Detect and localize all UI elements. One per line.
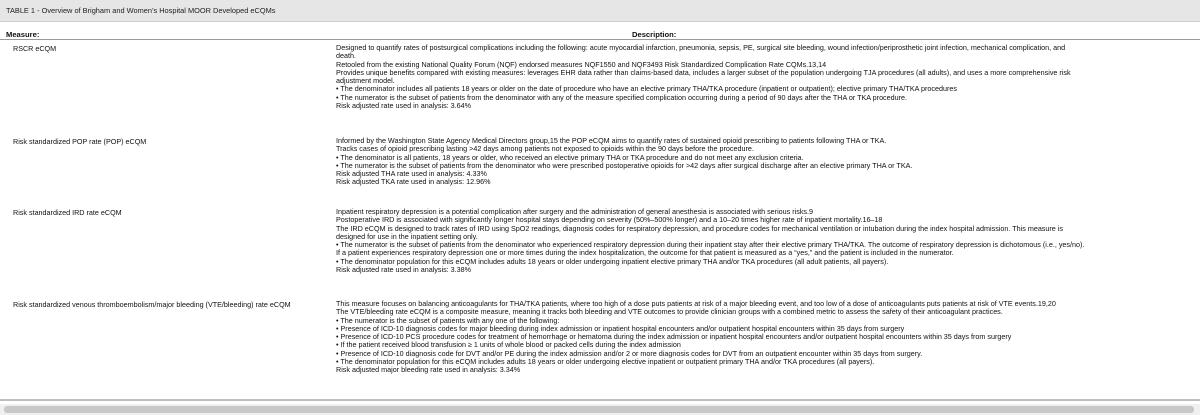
description-line: Informed by the Washington State Agency Medical Directors group,15 the POP eCQM aims to quantify rates of sustained opioid prescribing to patients following THA or TKA. [336,137,887,145]
header-divider [0,39,1200,40]
description-line: • Presence of ICD-10 diagnosis codes for major bleeding during index admission or inpatient hospital encounters and/or outpatient hospital encounters within 35 days from surgery [336,324,905,333]
description-line: Provides unique benefits compared with existing measures: leverages EHR data rather than claims-based data, includes a larger subset of the population undergoing TJA procedures (all adults), and uses a more comprehensive risk [336,68,1071,77]
description-line: adjustment model. [336,77,395,86]
description-line: Risk adjusted major bleeding rate used in analysis: 3.34% [336,366,521,375]
measure-name-pop: Risk standardized POP rate (POP) eCQM [13,137,147,146]
description-line: Postoperative IRD is associated with significantly longer hospital stays depending on severity (50%–500% longer) and a 10–20 times higher rate of inpatient mortality.16–18 [336,216,883,225]
description-line: • If the patient received blood transfusion ≥ 1 units of whole blood or packed cells during the index admission [336,341,681,350]
description-pop [336,137,1194,187]
description-line: • The numerator is the subset of patients from the denominator who experienced respiratory depression during their inpatient stay after their elective primary THA/TKA. The outcome of respiratory depression is dichotomous (i.e., yes/no). [336,241,1085,250]
description-line: Designed to quantify rates of postsurgical complications including the following: acute myocardial infarction, pneumonia, sepsis, PE, surgical site bleeding, wound infection/periprosthetic joint infection, mechanical complication, and [336,44,1066,52]
description-column-header: Description: [632,30,677,39]
description-line: death. [336,52,356,61]
table-bottom-rule [0,399,1200,401]
description-line: • The denominator includes all patients 18 years or older on the date of procedure who have an elective primary THA/TKA procedure (inpatient or outpatient); elective primary THA/TKA procedures [336,85,957,94]
description-line: • The numerator is the subset of patients from the denominator with any of the measure specified complication occurring during a period of 90 days after the THA or TKA procedure. [336,93,908,102]
description-ird [336,208,1194,274]
table-caption: TABLE 1 - Overview of Brigham and Women’s Hospital MOOR Developed eCQMs [6,6,276,15]
description-line: This measure focuses on balancing anticoagulants for THA/TKA patients, where too high of a dose puts patients at risk of a major bleeding event, and too low of a dose of anticoagulants puts patients at risk of VTE events.19,20 [336,300,1056,308]
table-caption-bar [0,0,1200,22]
description-line: Retooled from the existing National Quality Forum (NQF) endorsed measures NQF1550 and NQF3493 Risk Standardized Complication Rate CQMs.13,14 [336,60,827,69]
measure-name-rscr: RSCR eCQM [13,44,57,53]
description-line: • The numerator is the subset of patients with any one of the following: [336,316,560,325]
description-line: • The numerator is the subset of patients from the denominator who were prescribed postoperative opioids for >42 days after surgical discharge after an elective primary THA or TKA. [336,161,913,170]
description-vte-bleeding [336,300,1194,375]
description-line: The VTE/bleeding rate eCQM is a composite measure, meaning it tracks both bleeding and VTE outcomes to provide clinician groups with a combined metric to assess the safety of their anticoagulant practices. [336,308,1003,317]
description-line: designed for use in the inpatient setting only. [336,232,478,241]
description-line: Tracks cases of opioid prescribing lasting >42 days among patients not exposed to opioids within the 90 days before the procedure. [336,145,754,154]
description-line: Inpatient respiratory depression is a potential complication after surgery and the administration of general anesthesia is associated with serious risks.9 [336,208,814,216]
description-line: • Presence of ICD-10 PCS procedure codes for treatment of hemorrhage or hematoma during the index admission or inpatient hospital encounters and/or outpatient hospital encounters within 35 days from surgery [336,333,1012,342]
description-line: • The denominator population for this eCQM includes adults 18 years or older undergoing elective inpatient or outpatient primary THA and/or TKA procedures (all payers). [336,358,875,367]
scrollbar-thumb[interactable] [4,406,1194,413]
description-line: Risk adjusted rate used in analysis: 3.64% [336,102,472,111]
description-line: If a patient experiences respiratory depression one or more times during the index hospitalization, the outcome for that patient is measured as a “yes,” and the patient is included in the numerator. [336,249,954,258]
measure-name-ird: Risk standardized IRD rate eCQM [13,208,122,217]
horizontal-scrollbar[interactable] [0,404,1200,415]
description-line: • Presence of ICD-10 diagnosis code for DVT and/or PE during the index admission and/or 2 or more diagnosis codes for DVT from an outpatient encounter within 35 days from surgery. [336,349,923,358]
measure-name-vte-bleeding: Risk standardized venous thromboembolism/major bleeding (VTE/bleeding) rate eCQM [13,300,291,309]
description-line: Risk adjusted TKA rate used in analysis: 12.96% [336,178,491,187]
description-line: • The denominator is all patients, 18 years or older, who received an elective primary THA or TKA procedure and do not meet any exclusion criteria. [336,153,804,162]
description-line: • The denominator population for this eCQM includes adults 18 years or older undergoing inpatient elective primary THA and/or TKA procedures (all adult patients, all payers). [336,257,889,266]
description-rscr [336,44,1194,110]
measure-column-header: Measure: [6,30,40,39]
description-line: Risk adjusted THA rate used in analysis: 4.33% [336,170,487,179]
description-line: The IRD eCQM is designed to track rates of IRD using SpO2 readings, diagnosis codes for respiratory depression, and procedure codes for mechanical ventilation or intubation during the index hospital admission. This measure is [336,224,1063,233]
description-line: Risk adjusted rate used in analysis: 3.38% [336,266,472,275]
